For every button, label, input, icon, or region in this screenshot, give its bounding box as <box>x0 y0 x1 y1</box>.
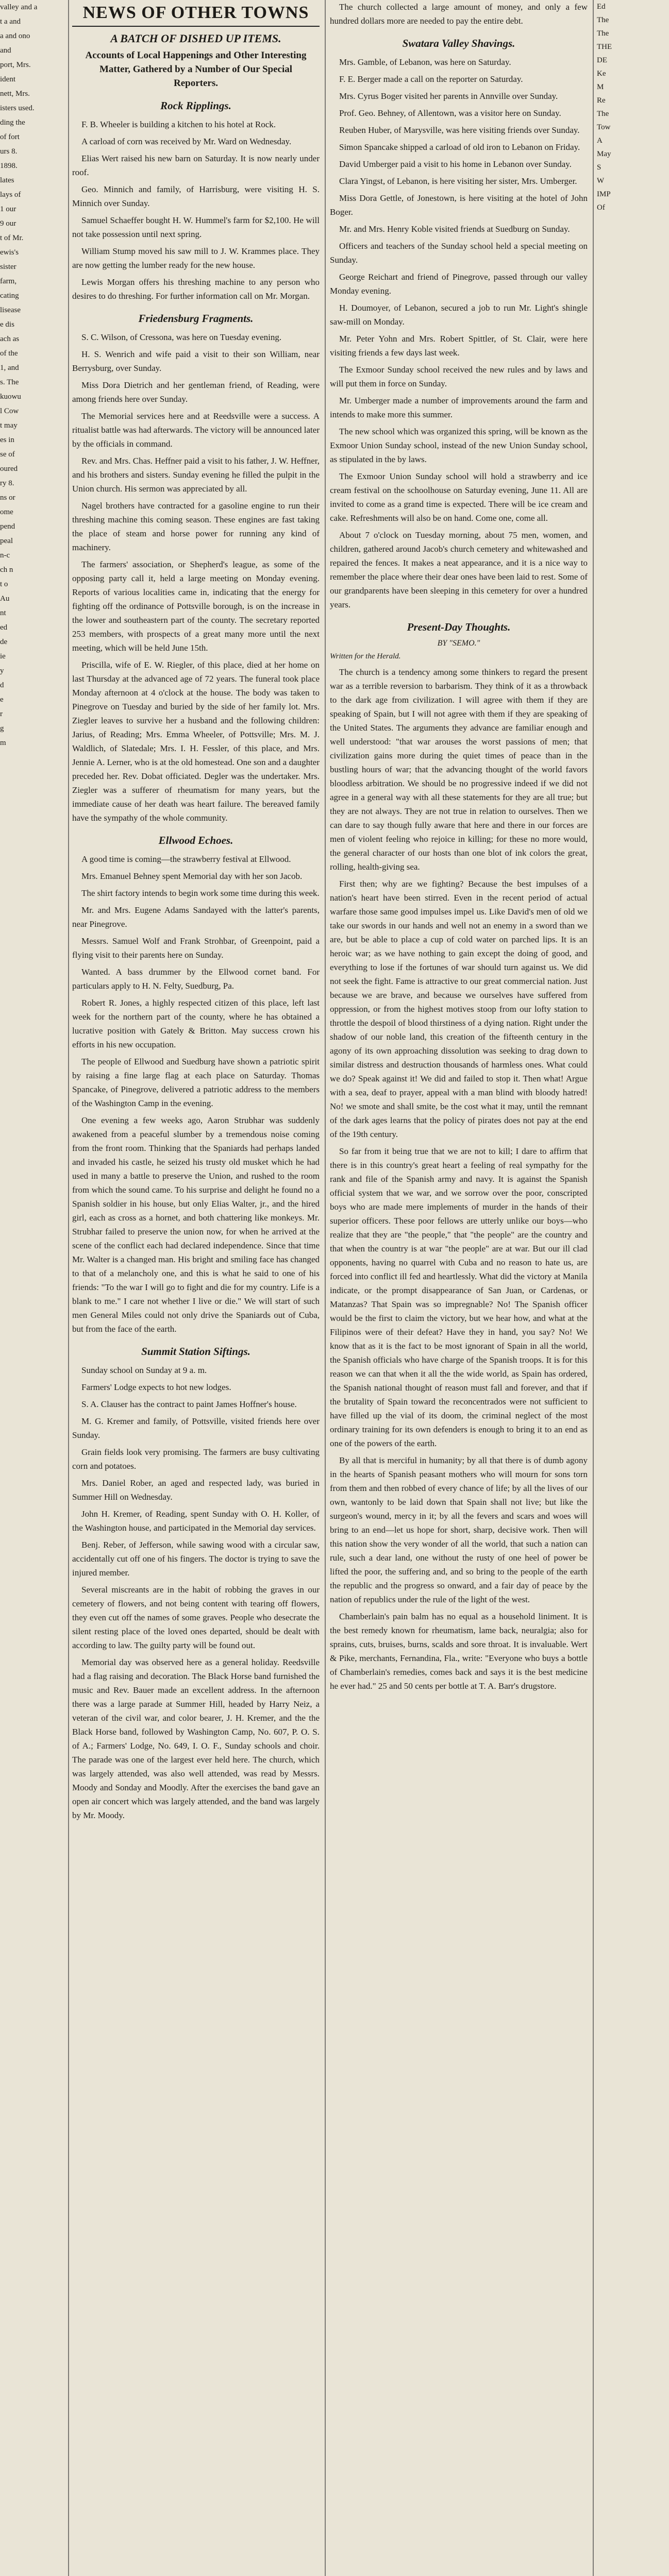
left-strip-line: ch n <box>0 566 13 574</box>
article-paragraph: H. S. Wenrich and wife paid a visit to their son William, near Berrysburg, over Sunday. <box>72 349 320 373</box>
left-strip-line: ns or <box>0 494 15 502</box>
left-strip-line: r <box>0 710 3 718</box>
left-strip-line: ome <box>0 508 13 516</box>
article-paragraph: A carload of corn was received by Mr. Ward on Wednesday. <box>81 137 292 146</box>
article-paragraph: The Exmoor Union Sunday school will hold a strawberry and ice cream festival on the schoolhouse on Saturday evening, June 11. All are invited to come as a grand time is expected. There will be ice cream and cake. Refreshments will also be on hand. Come one, come all. <box>330 471 588 523</box>
left-strip-line: d <box>0 681 4 689</box>
left-strip-line: isters used. <box>0 104 35 112</box>
left-strip-line: t may <box>0 421 18 430</box>
right-strip-line: May <box>597 150 611 158</box>
article-paragraph: A good time is coming—the strawberry festival at Ellwood. <box>81 854 291 864</box>
left-strip-line: nt <box>0 609 6 617</box>
article-paragraph: S. C. Wilson, of Cressona, was here on Tuesday evening. <box>81 332 282 342</box>
headline-subdeck: Accounts of Local Happenings and Other Interesting Matter, Gathered by a Number of Our Special Reporters. <box>85 50 307 89</box>
column-rule-left <box>68 0 69 2576</box>
article-paragraph: Clara Yingst, of Lebanon, is here visiting her sister, Mrs. Umberger. <box>339 176 577 186</box>
left-strip-line: a and ono <box>0 32 30 40</box>
article-paragraph: Mrs. Daniel Rober, an aged and respected lady, was buried in Summer Hill on Wednesday. <box>72 1478 320 1502</box>
article-heading: Present-Day Thoughts. <box>407 621 511 633</box>
left-strip-line: s. The <box>0 378 19 386</box>
left-strip-line: Au <box>0 595 10 603</box>
article-paragraph: So far from it being true that we are not to kill; I dare to affirm that there is in this country's great heart a feeling of real sympathy for the rank and file of the Spanish army and navy. It is against the Spanish official system that we war, and we sorrow over the poor, conscripted boys who are made mere implements of murder in the hands of their superior officers. These poor fellows are utterly unlike our boys—who realize that they are "the people," that "the people" are the country and that when the country is at war "the people" are at war. But our ill clad opponents, having no quarrel with Cuba and no reason to hate us, are forced into conflict ill fed and heartlessly. What did the victory at Manila indicate, or the prompt disappearance of San Juan, or Cardenas, or Matanzas? That Spain was so impregnable? No! The Spanish officer would be the first to claim the victory, but we hear how, and what at the Filipinos were of their defeat? Have they in hand, you say? No! We know that as it is the fact to be most ignorant of Spain in all the world, the Spanish officials who have charge of the Spanish troops. It is for this reason we can that when it all the the wide world, as Spain has ordered, the Spanish national thought of reason must fall and forever, and that if the brutality of Spain toward the reconcentrados were not sufficient to have filled up the vial of its doom, the criminal neglect of the most ordinary training for its own defenders is enough to bring it to an end as one of the powers of the earth. <box>330 1146 588 1448</box>
article-paragraph: S. A. Clauser has the contract to paint James Hoffner's house. <box>81 1399 297 1409</box>
article-paragraph: William Stump moved his saw mill to J. W. Krammes place. They are now getting the lumber ready for the new house. <box>72 246 320 270</box>
article-author: BY "SEMO." <box>437 639 480 648</box>
left-strip-line: of fort <box>0 133 20 141</box>
article-paragraph: Messrs. Samuel Wolf and Frank Strohbar, of Greenpoint, paid a flying visit to their parents here on Sunday. <box>72 936 320 960</box>
article-paragraph: The church is a tendency among some thinkers to regard the present war as a terrible reversion to barbarism. They think of it as a throwback to the dark age from civilization. I will agree with them if they are speaking of Spain, but I will not agree with them if they are speaking of the United States. The arguments they advance are familiar enough and well understood: "that war arouses the worst passions of men; that civilization gains more during the quiet times of peace than in the bustling hours of war; that the advancing thought of the world favors bloodless arbitration. We should be no progressive indeed if we did not agree in a general way with all these statements for they are all true; but they are not always. They are not true in relation to ourselves. Then we can dare to say though fully aware that here and there in our forces are men of violent feeling who rejoice in killing; for these no more would, the general character of our hosts than one blot of ink colors the great, rolling, health-giving sea. <box>330 667 588 872</box>
article-paragraph: Mr. and Mrs. Henry Koble visited friends at Suedburg on Sunday. <box>339 224 570 234</box>
left-strip-line: se of <box>0 450 15 459</box>
left-strip-line: l Cow <box>0 407 19 415</box>
left-strip-line: 1, and <box>0 364 19 372</box>
article-heading: Rock Ripplings. <box>160 99 231 112</box>
article-paragraph: Memorial day was observed here as a general holiday. Reedsville had a flag raising and decoration. The Black Horse band furnished the music and Rev. Bauer made an excellent address. In the afternoon there was a large parade at Summer Hill, headed by Harry Neiz, a veteran of the civil war, and color bearer, J. H. Kremer, and the the Black Horse band, followed by Washington Camp, No. 607, P. O. S. of A.; Farmers' Lodge, No. 649, I. O. F., Sunday schools and choir. The parade was one of the largest ever held here. The church, which was largely attended, was also well attended, was read by Messrs. Moody and Sonday and Moodly. After the exercises the band gave an open air concert which was largely attended, and the band was largely by Mr. Moody. <box>72 1657 320 1820</box>
right-strip-line: W <box>597 177 605 185</box>
left-strip-line: oured <box>0 465 18 473</box>
left-strip-line: t a and <box>0 18 21 26</box>
left-strip-line: ach as <box>0 335 20 343</box>
column-rule-middle <box>325 0 326 2576</box>
left-strip-line: farm, <box>0 277 17 285</box>
left-strip-line: ed <box>0 623 8 632</box>
article-paragraph: George Reichart and friend of Pinegrove, passed through our valley Monday evening. <box>330 272 588 296</box>
article-paragraph: The farmers' association, or Shepherd's league, as some of the opposing party call it, held a large meeting on Monday evening. Reports of various localities came in, indicating that the energy for fighting off the ordinance of Pottsville borough, is on the increase in the lower and southeastern part of the county. The secretary reported 253 members, with prospects of a great many more until the next meeting, which will be held June 15th. <box>72 560 320 653</box>
right-clipped-column <box>597 0 669 2576</box>
article-paragraph: Elias Wert raised his new barn on Saturday. It is now nearly under roof. <box>72 154 320 177</box>
article-heading: Ellwood Echoes. <box>158 834 233 846</box>
news-article <box>72 834 320 1336</box>
article-paragraph: The shirt factory intends to begin work some time during this week. <box>81 888 320 898</box>
article-paragraph: Samuel Schaeffer bought H. W. Hummel's farm for $2,100. He will not take possession until next spring. <box>72 215 320 239</box>
article-paragraph: First then; why are we fighting? Because the best impulses of a nation's heart have been stirred. Even in the recent period of actual warfare those same good impulses impel us. Like David's men of old we take our swords in our hands and well not an enemy in a sword than we are, but be able to place a cup of cold water on parched lips. It is an heroic war; as we have nothing to gain except the doing of good, and everything to lose if the fortunes of war should turn against us. We did not seek the fight. Fame is attractive to our great commercial nation. Just because we are brave, and because we ourselves have suffered from oppression, or from the highest motives stoop from our lofty station to throttle the despoil of blood thirstiness of a dying nation. Right under the shadow of our noble land, this creation of the fifteenth century in the agony of its own approaching dissolution was seeking to drag down to similar distress and destruction thousands of harmless ones. What could we do? Speak against it! We did and failed to stop it. Then what! Argue with a sea, deaf to prayer, appeal with a man blind with bloody hatred! No! we smote and shall smite, be the cost what it may, until the remnant of the dark ages learns that the policy of pirates does not pay at the end of the 19th century. <box>330 879 588 1139</box>
left-strip-line: m <box>0 739 6 747</box>
news-article <box>330 621 588 1606</box>
article-paragraph: Officers and teachers of the Sunday school held a special meeting on Sunday. <box>330 241 588 265</box>
article-paragraph: Miss Dora Dietrich and her gentleman friend, of Reading, were among friends here over Sunday. <box>72 380 320 404</box>
left-strip-line: de <box>0 638 8 646</box>
article-heading: Swatara Valley Shavings. <box>402 37 515 49</box>
news-article <box>330 37 588 612</box>
right-strip-line: The <box>597 110 609 118</box>
article-paragraph: Mr. and Mrs. Eugene Adams Sandayed with the latter's parents, near Pinegrove. <box>72 905 320 929</box>
section-masthead: NEWS OF OTHER TOWNS <box>72 3 320 27</box>
article-paragraph: The new school which was organized this spring, will be known as the Exmoor Union Sunday school, instead of the new Union Sunday school, as stipulated in the by laws. <box>330 427 588 464</box>
right-strip-line: Re <box>597 96 606 105</box>
left-strip-line: es in <box>0 436 14 444</box>
article-paragraph: Farmers' Lodge expects to hot new lodges. <box>81 1382 231 1392</box>
left-strip-line: peal <box>0 537 13 545</box>
article-paragraph: The Exmoor Sunday school received the new rules and by laws and will put them in force on Sunday. <box>330 365 588 388</box>
article-paragraph: Prof. Geo. Behney, of Allentown, was a visitor here on Sunday. <box>339 108 561 118</box>
column-b-articles <box>330 37 588 1693</box>
article-paragraph: Priscilla, wife of E. W. Riegler, of this place, died at her home on last Thursday at the advanced age of 72 years. The funeral took place Monday afternoon at 4 o'clock at the house. The body was taken to Pinegrove on Tuesday and buried by the side of her family lot. Mrs. Ziegler leaves to survive her a husband and the following children: Jarius, of Reading; Mrs. Emma Wheeler, of Pottsville; Mrs. M. J. Waldlich, of Slatedale; Mrs. I. H. Fessler, of this place, and Mrs. Jennie A. Lerner, who is at the old homestead. One son and a daughter preceded her. Rev. Dobat officiated. Degler was the undertaker. Mrs. Ziegler was a sufferer of rheumatism for many years, but the immediate cause of her death was heart failure. The bereaved family have the sympathy of the whole community. <box>72 660 320 823</box>
article-heading: Summit Station Siftings. <box>141 1345 250 1358</box>
column-news-of-other-towns <box>72 0 320 2576</box>
right-strip-line: M <box>597 83 604 91</box>
left-strip-line: t o <box>0 580 8 588</box>
left-strip-line: lisease <box>0 306 21 314</box>
article-paragraph: Nagel brothers have contracted for a gasoline engine to run their threshing machine this coming season. These engines are fast taking the place of steam and horse power for running any kind of machinery. <box>72 501 320 552</box>
left-strip-line: nett, Mrs. <box>0 90 30 98</box>
article-paragraph: Lewis Morgan offers his threshing machine to any person who desires to do threshing. For further information call on Mr. Morgan. <box>72 277 320 301</box>
left-strip-line: valley and a <box>0 3 38 11</box>
left-strip-line: 9 our <box>0 219 16 228</box>
article-paragraph: Grain fields look very promising. The farmers are busy cultivating corn and potatoes. <box>72 1447 320 1471</box>
left-strip-line: urs 8. <box>0 147 18 156</box>
right-strip-line: The <box>597 16 609 24</box>
left-strip-line: kuowu <box>0 393 21 401</box>
article-byline: Written for the Herald. <box>330 652 401 660</box>
column-a-articles <box>72 99 320 1822</box>
right-strip-line: IMP <box>597 190 611 198</box>
continued-article <box>330 0 588 28</box>
article-paragraph: Benj. Reber, of Jefferson, while sawing wood with a circular saw, accidentally cut off one of his fingers. The doctor is trying to save the injured member. <box>72 1540 320 1578</box>
article-paragraph: David Umberger paid a visit to his home in Lebanon over Sunday. <box>339 159 572 169</box>
left-strip-line: 1 our <box>0 205 16 213</box>
left-strip-line: ident <box>0 75 15 83</box>
article-paragraph: The church collected a large amount of money, and only a few hundred dollars more are needed to pay the entire debt. <box>330 2 588 26</box>
left-strip-line: of the <box>0 349 18 358</box>
left-strip-line: y <box>0 667 4 675</box>
left-strip-line: and <box>0 46 11 55</box>
article-paragraph: Several miscreants are in the habit of robbing the graves in our cemetery of flowers, and not being content with tearing off flowers, they even cut off the names of some graves. People who desecrate the silent resting place of the loved ones departed, should be dealt with according to law. The guilty party will be found out. <box>72 1585 320 1650</box>
article-paragraph: Rev. and Mrs. Chas. Heffner paid a visit to his father, J. W. Heffner, and his brothers and sisters. Sunday evening he filled the pulpit in the Union church. His sermon was appreciated by all. <box>72 456 320 494</box>
article-paragraph: One evening a few weeks ago, Aaron Strubhar was suddenly awakened from a peaceful slumber by a tremendous noise coming from the front room. Thinking that the Spaniards had perhaps landed and invaded his castle, he seized his trusty old musket which he had used in many a battle to preserve the Union, and rushed to the room from which the sound came. To his surprise and delight he found no a Spanish soldier in his house, but only Elias Walter, jr., and the hired girl, each as cross as a hornet, and both chattering like monkeys. Mr. Strubhar failed to preserve the union now, for when he arrived at the scene of the conflict each had declared independence. Since that time Mr. Walter is a changed man. His bright and smiling face has changed to that of a melancholy one, and this is what he said to one of his friends: "To the war I will go to fight and die for my country. Life is a blank to me." I care not whether I live or die." We will start of such men General Miles could not only drive the Spaniards out of Cuba, but from the face of the earth. <box>72 1115 320 1334</box>
article-paragraph: The Memorial services here and at Reedsville were a success. A ritualist battle was had afterwards. The victory will be announced later by the officials in command. <box>72 411 320 449</box>
left-strip-line: ry 8. <box>0 479 14 487</box>
left-strip-line: ie <box>0 652 6 660</box>
column-rule-right <box>593 0 594 2576</box>
article-paragraph: F. E. Berger made a call on the reporter on Saturday. <box>339 74 523 84</box>
left-strip-line: lays of <box>0 191 21 199</box>
news-article <box>330 1609 588 1693</box>
right-strip-line: S <box>597 163 601 172</box>
article-paragraph: Mr. Umberger made a number of improvements around the farm and intends to make more this summer. <box>330 396 588 419</box>
headline-deck: A BATCH OF DISHED UP ITEMS. <box>110 32 281 45</box>
left-strip-line: pend <box>0 522 15 531</box>
article-paragraph: Sunday school on Sunday at 9 a. m. <box>81 1365 207 1375</box>
column-town-reports-continued <box>330 0 588 2576</box>
right-strip-line: The <box>597 29 609 38</box>
right-strip-line: Tow <box>597 123 611 131</box>
right-strip-line: A <box>597 137 603 145</box>
article-paragraph: By all that is merciful in humanity; by all that there is of dumb agony in the hearts of Spanish peasant mothers who will mourn for sons torn from them and then robbed of every chance of life; by all the lives of our own, wantonly to be laid down that Spain shall not live; but like the surgeon's wound, mercy in it; by all the fevers and scars and woes will bring to an end—let us hope for short, sharp, decisive work. Then will this nation show the very wonder of all the world, that such a nation can rule, such a dear land, one without the rusty of one heel of power be lifted the poor, the suffering and, and so bring to the people of the earth the republic and the progress so onward, and a fair day of peace by the nation of republics under the rule of the light of the west. <box>330 1455 588 1604</box>
left-strip-line: sister <box>0 263 16 271</box>
article-paragraph: Mr. Peter Yohn and Mrs. Robert Spittler, of St. Clair, were here visiting friends a few days last week. <box>330 334 588 358</box>
article-paragraph: M. G. Kremer and family, of Pottsville, visited friends here over Sunday. <box>72 1416 320 1440</box>
news-article <box>72 99 320 303</box>
left-strip-line: lates <box>0 176 14 184</box>
article-paragraph: Wanted. A bass drummer by the Ellwood cornet band. For particulars apply to H. N. Felty, Suedburg, Pa. <box>72 967 320 991</box>
article-paragraph: The people of Ellwood and Suedburg have shown a patriotic spirit by raising a fine large flag at each place on Saturday. Thomas Spancake, of Pinegrove, delivered a patriotic address to the members of the Washington Camp in the evening. <box>72 1057 320 1108</box>
news-article <box>72 1345 320 1822</box>
article-paragraph: Chamberlain's pain balm has no equal as a household liniment. It is the best remedy known for rheumatism, lame back, neuralgia; also for sprains, cuts, bruises, burns, scalds and sore throat. It is invaluable. Wert & Pike, merchants, Fernandina, Fla., write: "Everyone who buys a bottle of Chamberlain's remedies, comes back and says it is the best medicine he ever had." 25 and 50 cents per bottle at T. A. Barr's drugstore. <box>330 1612 588 1691</box>
left-strip-line: 1898. <box>0 162 18 170</box>
article-paragraph: Simon Spancake shipped a carload of old iron to Lebanon on Friday. <box>339 142 580 152</box>
right-strip-line: DE <box>597 56 607 64</box>
article-paragraph: F. B. Wheeler is building a kitchen to his hotel at Rock. <box>81 120 276 129</box>
article-paragraph: Geo. Minnich and family, of Harrisburg, were visiting H. S. Minnich over Sunday. <box>72 184 320 208</box>
article-paragraph: John H. Kremer, of Reading, spent Sunday with O. H. Koller, of the Washington house, and participated in the Memorial day services. <box>72 1509 320 1533</box>
article-heading: Friedensburg Fragments. <box>138 312 254 325</box>
left-strip-line: e <box>0 696 4 704</box>
right-strip-line: Ed <box>597 3 606 11</box>
article-paragraph: About 7 o'clock on Tuesday morning, about 75 men, women, and children, gathered around Jacob's church cemetery and whitewashed and repaired the fences. It makes a neat appearance, and it is a nice way to remember the place where their dear ones have been laid to rest. Some of our grandparents have been sleeping in this cemetery for over a hundred years. <box>330 530 588 609</box>
right-strip-line: Of <box>597 204 605 212</box>
left-strip-line: ding the <box>0 118 25 127</box>
left-clipped-column <box>0 0 67 2576</box>
article-paragraph: Robert R. Jones, a highly respected citizen of this place, left last week for the northern part of the county, where he has obtained a lucrative position with Gately & Britton. May success crown his efforts in his new occupation. <box>72 998 320 1049</box>
article-paragraph: Mrs. Cyrus Boger visited her parents in Annville over Sunday. <box>339 91 558 101</box>
article-paragraph: H. Doumoyer, of Lebanon, secured a job to run Mr. Light's shingle saw-mill on Monday. <box>330 303 588 327</box>
article-paragraph: Reuben Huber, of Marysville, was here visiting friends over Sunday. <box>339 125 580 135</box>
right-strip-line: THE <box>597 43 612 51</box>
left-strip-line: e dis <box>0 320 14 329</box>
article-paragraph: Miss Dora Gettle, of Jonestown, is here visiting at the hotel of John Boger. <box>330 193 588 217</box>
article-paragraph: Mrs. Emanuel Behney spent Memorial day with her son Jacob. <box>81 871 303 881</box>
left-strip-line: g <box>0 724 4 733</box>
left-strip-line: cating <box>0 292 19 300</box>
left-strip-line: t of Mr. <box>0 234 24 242</box>
left-strip-line: n-c <box>0 551 10 560</box>
left-strip-line: port, Mrs. <box>0 61 31 69</box>
right-strip-line: Ke <box>597 70 606 78</box>
left-strip-line: ewis's <box>0 248 19 257</box>
news-article <box>72 312 320 825</box>
article-paragraph: Mrs. Gamble, of Lebanon, was here on Saturday. <box>339 57 511 67</box>
